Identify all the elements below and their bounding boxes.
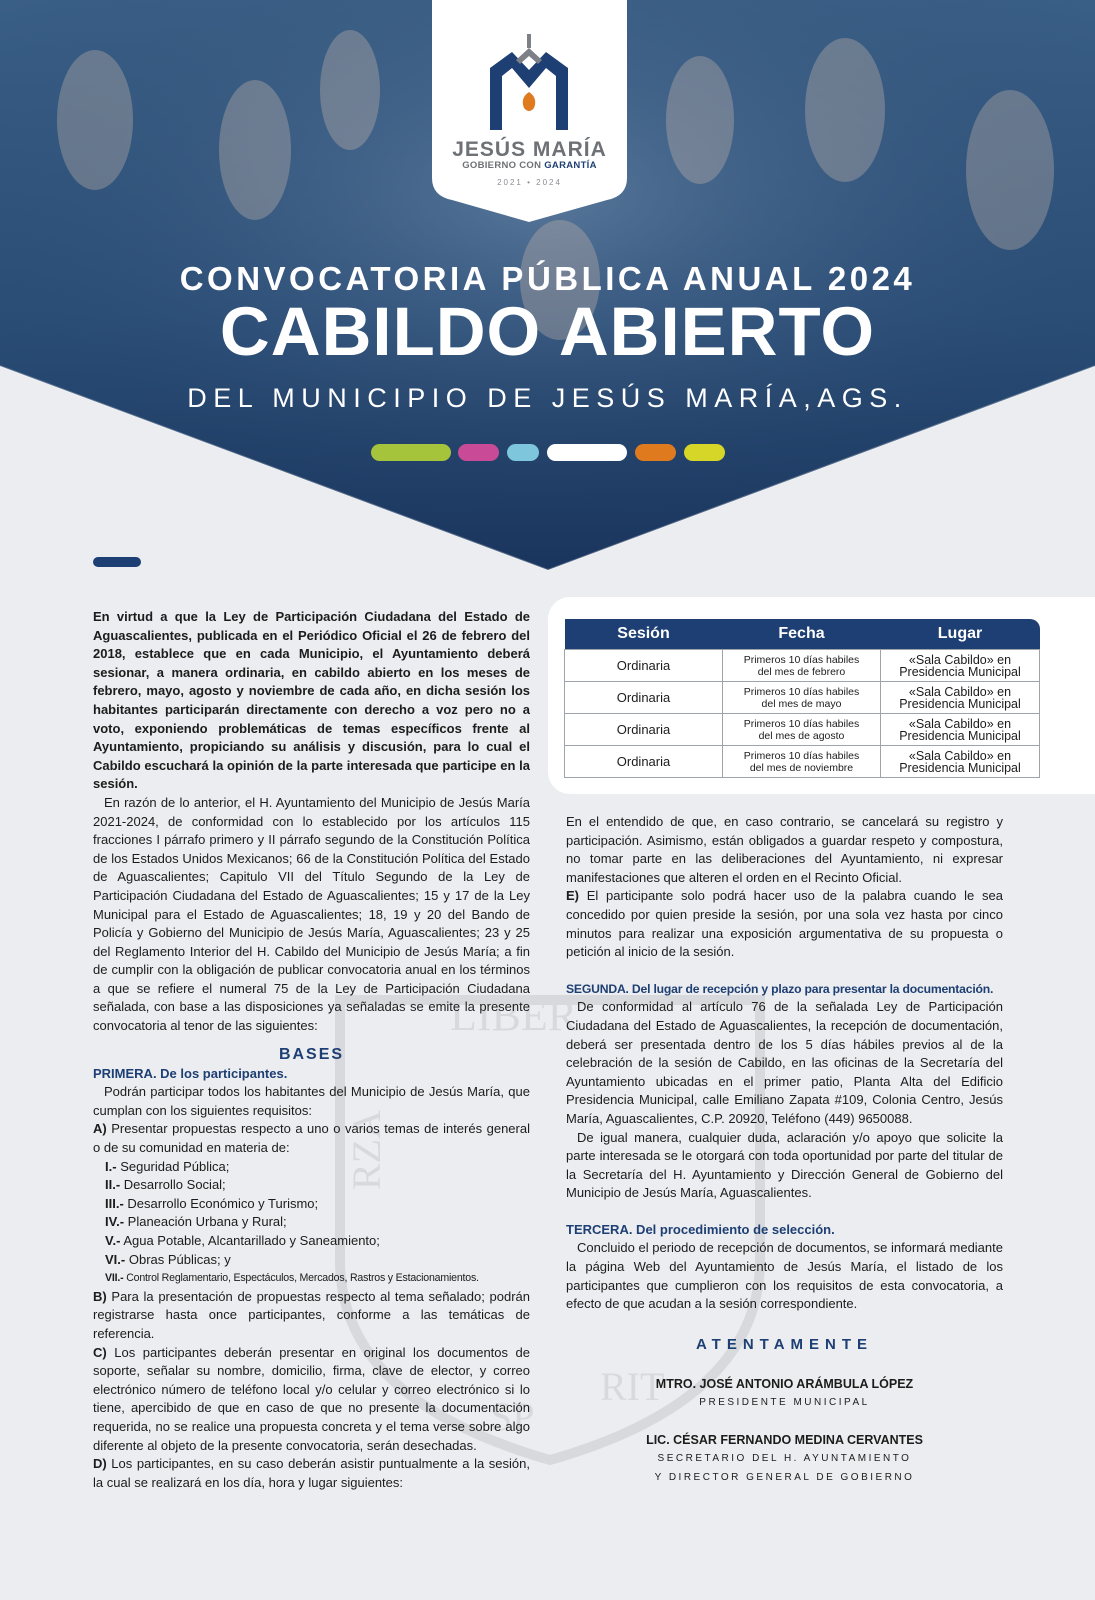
requirement-b: B) Para la presentación de propuestas respecto al tema señalado; podrán registrarse hasta once participantes, conforme a las temáticas de referencia. <box>93 1288 530 1341</box>
logo-tab <box>432 0 627 225</box>
color-bar-magenta <box>458 444 499 461</box>
segunda-paragraph-2: De igual manera, cualquier duda, aclaración y/o apoyo que solicite la parte interesada se le otorgará con toda oportunidad por parte del titular de la Secretaría del H. Ayuntamiento y Dirección General de Gobierno del Municipio de Jesús María, Aguascalientes. <box>566 1129 1003 1201</box>
logo-name: JESÚS MARÍA <box>452 138 607 161</box>
color-bar-green <box>371 444 451 461</box>
cell-fecha: Primeros 10 días habiles del mes de mayo <box>723 682 881 714</box>
requirement-d: D) Los participantes, en su caso deberán asistir puntualmente a la sesión, la cual se realizará en los día, hora y lugar siguientes: <box>93 1456 530 1490</box>
cell-fecha: Primeros 10 días habiles del mes de febrero <box>723 650 881 682</box>
table-header-row <box>565 619 1040 650</box>
cell-sesion: Ordinaria <box>565 746 723 778</box>
pretitle: CONVOCATORIA PÚBLICA ANUAL 2024 <box>179 260 916 297</box>
cell-fecha: Primeros 10 días habiles del mes de agosto <box>723 714 881 746</box>
primera-heading: PRIMERA. De los participantes. <box>93 1065 288 1081</box>
topic-item: V.- Agua Potable, Alcantarillado y Saneamiento; <box>105 1233 380 1248</box>
closing-atentamente: ATENTAMENTE <box>695 1336 874 1353</box>
signer1-role: PRESIDENTE MUNICIPAL <box>699 1397 870 1408</box>
segunda-heading: SEGUNDA. Del lugar de recepción y plazo para presentar la documentación. <box>566 981 994 996</box>
left-column <box>93 608 530 1492</box>
signer2-role-line2: Y DIRECTOR GENERAL DE GOBIERNO <box>654 1472 915 1483</box>
primera-intro: Podrán participar todos los habitantes del Municipio de Jesús María, que cumplan con los siguientes requisitos: <box>93 1084 530 1118</box>
intro-bold-paragraph: En virtud a que la Ley de Participación Ciudadana del Estado de Aguascalientes, publicada en el Periódico Oficial el 26 de febrero del 2018, establece que en cada Municipio, el Ayuntamiento deberá sesionar, a manera ordinaria, en cabildo abierto en los meses de febrero, mayo, agosto y noviembre de cada año, en dicha sesión los habitantes participarán directamente con derecho a voz pero no a voto, exponiendo problemáticas de temas específicos frente al Ayuntamiento, propiciando su análisis y discusión, para lo cual el Cabildo escuchará la opinión de la parte interesada que participe en la sesión. <box>93 609 530 792</box>
cell-lugar: «Sala Cabildo» en Presidencia Municipal <box>881 714 1040 746</box>
table-row <box>565 714 1040 746</box>
column-header-lugar: Lugar <box>881 619 1040 650</box>
svg-text:LIBER: LIBER <box>450 991 578 1040</box>
requirement-a: A) Presentar propuestas respecto a uno o varios temas de interés general o de su comunidad en materia de: <box>93 1121 530 1156</box>
requirement-e: E) El participante solo podrá hacer uso de la palabra cuando le sea concedido por quien preside la sesión, por una sola vez hasta por cinco minutos para realizar una exposición argumentativa de su propuesta o petición al inicio de la sesión. <box>566 888 1003 960</box>
topic-item: I.- Seguridad Pública; <box>105 1158 230 1174</box>
cell-lugar: «Sala Cabildo» en Presidencia Municipal <box>881 682 1040 714</box>
tercera-heading: TERCERA. Del procedimiento de selección. <box>566 1221 835 1237</box>
cell-lugar: «Sala Cabildo» en Presidencia Municipal <box>881 746 1040 778</box>
cell-sesion: Ordinaria <box>565 682 723 714</box>
logo-years: 2021 • 2024 <box>497 178 562 187</box>
color-bar-cyan <box>507 444 539 461</box>
signer2-role-line1: SECRETARIO DEL H. AYUNTAMIENTO <box>657 1453 912 1464</box>
svg-text:SP: SP <box>490 1394 535 1439</box>
topic-item: III.- Desarrollo Económico y Turismo; <box>105 1195 319 1211</box>
cell-fecha: Primeros 10 días habiles del mes de noviembre <box>723 746 881 778</box>
accent-dash <box>93 557 141 567</box>
page-title: CABILDO ABIERTO <box>219 293 876 370</box>
intro-paragraph: En razón de lo anterior, el H. Ayuntamiento del Municipio de Jesús María 2021-2024, de conformidad con lo establecido por los artículos 115 fracciones I párrafo primero y II párrafo segundo de la Constitución Política de los Estados Unidos Mexicanos; 66 de la Constitución Política del Estado de Aguascalientes; Capitulo VII del Título Segundo de la Ley de Participación Ciudadana del Estado de Aguascalientes; 15 y 17 de la Ley Municipal para el Estado de Aguascalientes; 18, 19 y 20 del Bando de Policía y Gobierno del Municipio de Jesús María, Aguascalientes; 23 y 25 del Reglamento Interior del H. Cabildo del Municipio de Jesús María; a fin de cumplir con la obligación de publicar convocatoria anual en los términos a que se refiere el numeral 75 de la Ley de Participación Ciudadana señalada, con base a las disposiciones ya señaladas se emite la presente convocatoria al tenor de las siguientes: <box>93 794 530 1034</box>
cell-lugar: «Sala Cabildo» en Presidencia Municipal <box>881 650 1040 682</box>
topic-item: VII.- Control Reglamentario, Espectáculos, Mercados, Rastros y Estacionamientos. <box>105 1272 479 1285</box>
color-bar-orange <box>635 444 676 461</box>
sessions-table <box>564 619 1040 778</box>
bases-heading: BASES <box>278 1045 345 1063</box>
cell-sesion: Ordinaria <box>565 650 723 682</box>
logo-tagline: GOBIERNO CON GARANTÍA <box>462 160 597 171</box>
requirement-d-continued: En el entendido de que, en caso contrario, se cancelará su registro y participación. Asimismo, están obligados a guardar respeto y compostura, no tomar parte en las deliberaciones del Ayuntamiento, ni expresar manifestaciones que alteren el orden en el Recinto Oficial. <box>566 814 1003 885</box>
table-row <box>565 682 1040 714</box>
tercera-paragraph: Concluido el periodo de recepción de documentos, se informará mediante la página Web del Ayuntamiento de Jesús María, el listado de los participantes que cumplieron con los requisitos de esta convocatoria, a efecto de que acudan a la sesión correspondiente. <box>566 1240 1003 1312</box>
cell-sesion: Ordinaria <box>565 714 723 746</box>
signer2-name: LIC. CÉSAR FERNANDO MEDINA CERVANTES <box>646 1433 923 1447</box>
signer1-name: MTRO. JOSÉ ANTONIO ARÁMBULA LÓPEZ <box>655 1377 914 1391</box>
column-header-sesion: Sesión <box>565 619 723 650</box>
topic-item: VI.- Obras Públicas; y <box>105 1251 231 1267</box>
column-header-fecha: Fecha <box>723 619 881 650</box>
right-column <box>566 813 1003 1314</box>
subtitle: DEL MUNICIPIO DE JESÚS MARÍA,AGS. <box>187 383 908 413</box>
topic-item: IV.- Planeación Urbana y Rural; <box>105 1214 287 1230</box>
color-bar-white <box>547 444 627 461</box>
topic-item: II.- Desarrollo Social; <box>105 1177 226 1193</box>
table-row <box>565 746 1040 778</box>
segunda-paragraph-1: De conformidad al artículo 76 de la señalada Ley de Participación Ciudadana del Estado de Aguascalientes, la recepción de documentación, deberá ser presentada dentro de los 5 días hábiles previos al de la celebración de la sesión de Cabildo, en las oficinas de la Secretaría del Ayuntamiento ubicadas en el primer patio, Planta Alta del Edificio Presidencia Municipal, calle Emiliano Zapata #109, Colonia Centro, Jesús María, Aguascalientes, C.P. 20920, Teléfono (449) 9650088. <box>566 999 1003 1126</box>
color-bar-yellow <box>684 444 725 461</box>
svg-text:RZA: RZA <box>344 1110 389 1190</box>
svg-text:RIT: RIT <box>600 1364 665 1409</box>
table-row <box>565 650 1040 682</box>
requirement-c: C) Los participantes deberán presentar en original los documentos de soporte, señalar su nombre, domicilio, firma, clave de elector, y correo electrónico número de teléfono local y/o celular y correo electrónico si lo tiene, apercibido de que en caso de que no presente la documentación requerida, no se realice una propuesta concreta y el tema verse sobre algo diferente al objeto de la presente convocatoria, serán desechadas. <box>93 1344 530 1453</box>
